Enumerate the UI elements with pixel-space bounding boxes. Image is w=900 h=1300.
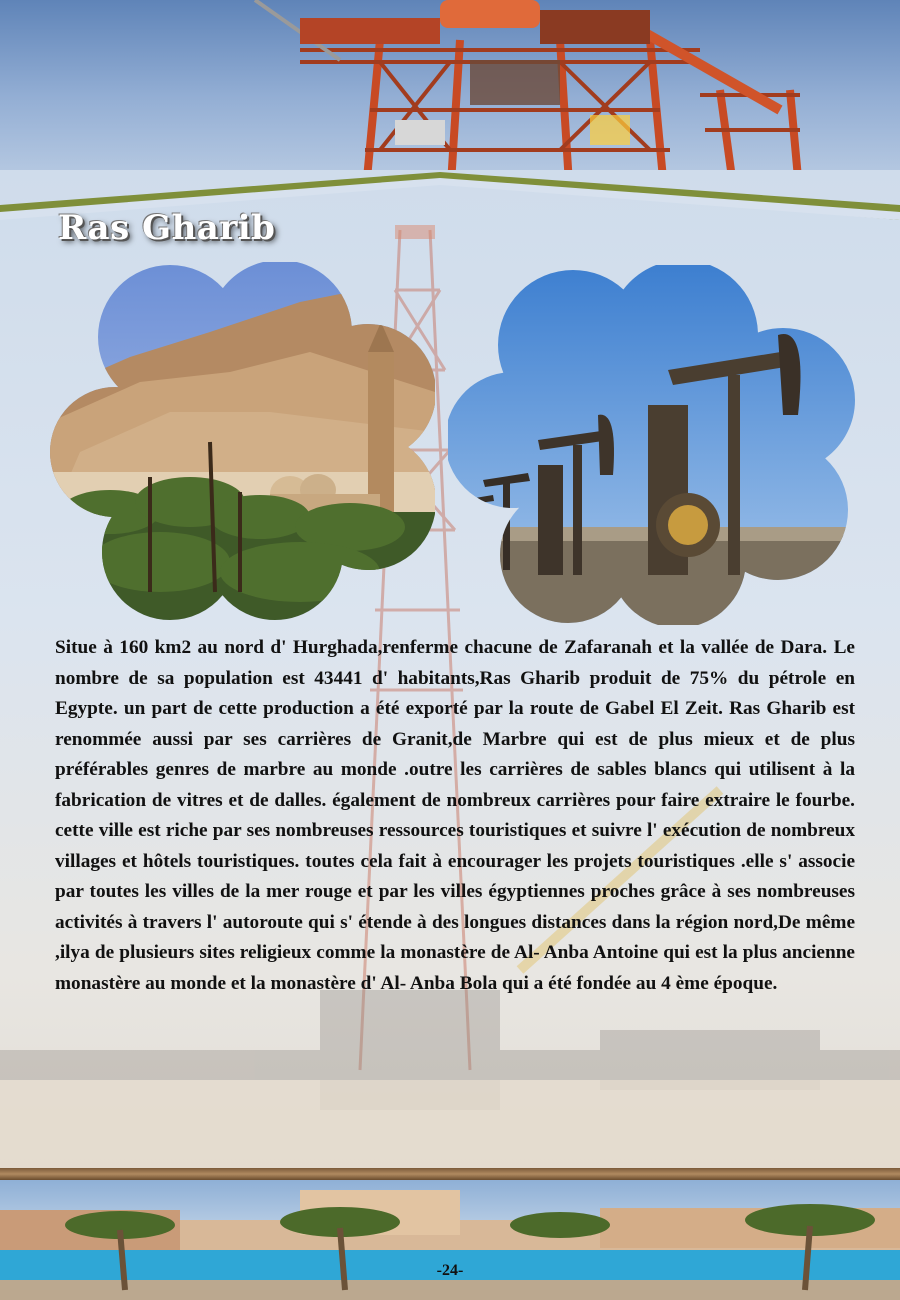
bottom-banner-resort-photo	[0, 1180, 900, 1300]
article-paragraph: Situe à 160 km2 au nord d' Hurghada,renferme chacune de Zafaranah et la vallée de Dara. Le nombre de sa population est 43441 d' habitants,Ras Gharib produit de 75% du pétrole en Egypte. un part de cette production a été exporté par la route de Gabel El Zeit. Ras Gharib est renommée aussi par ses carrières de Granit,de Marbre qui est de plus mieux et de plus préférables genres de marbre au monde .outre les carrières de sables blancs qui utilisent à la fabrication de vitres et de dalles. également de nombreux carrières pour faire extraire le fourbe. cette ville est riche par ses nombreuses ressources touristiques et suivre l' exécution de nombreux villages et hôtels touristiques. toutes cela fait à encourager les projets touristiques .elle s' associe par toutes les villes de la mer rouge et par les villes égyptiennes proches grâce à ses nombreuses activités à travers l' autoroute qui s' étende à des longues distances dans la région nord,De même ,ilya de plusieurs sites religieux comme la monastère de Al- Anba Antoine qui est la plus ancienne monastère au monde et la monastère d' Al- Anba Bola qui a été fondée au 4 ème époque.	[55, 637, 855, 994]
monastery-photo	[50, 262, 435, 620]
bottom-divider-bar	[0, 1168, 900, 1180]
page-title: Ras Gharib	[58, 208, 276, 248]
page-number: -24-	[436, 1262, 464, 1279]
oil-pumpjacks-photo	[448, 265, 860, 625]
